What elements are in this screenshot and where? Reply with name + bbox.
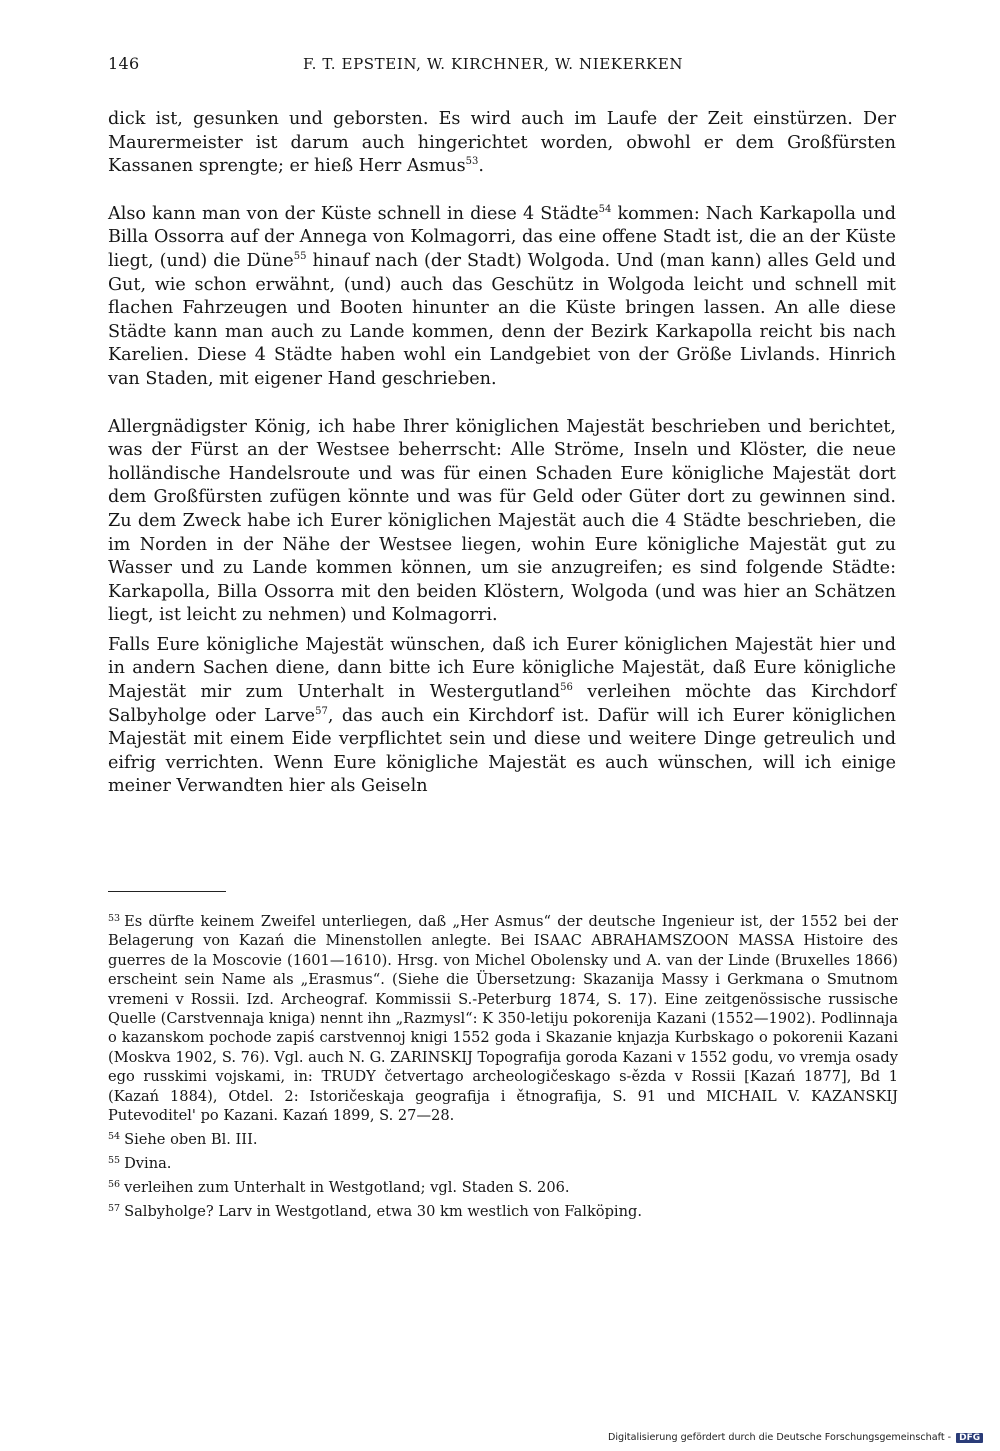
paragraph-2: Also kann man von der Küste schnell in diese 4 Städte$^{54}$ kommen: Nach Karkapolla und Billa Ossorra auf der Annega von Kolmagorri, das eine offene Stadt ist, die an der Küste liegt, (und) die Düne$^{55}$ hinauf nach (der Stadt) Wolgoda. Und (man kann) alles Geld und Gut, wie schon erwähnt, (und) auch das Geschütz in Wolgoda leicht und schnell mit flachen Fahrzeugen und Booten hinunter an die Küste bringen lassen. An alle diese Städte kann man auch zu Lande kommen, denn der Bezirk Karkapolla reicht bis nach Karelien. Diese 4 Städte haben wohl ein Landgebiet von der Größe Livlands. Hinrich van Staden, mit eigener Hand geschrieben. <box>108 203 896 389</box>
footnote-ref-53[interactable]: 53 <box>465 156 479 168</box>
footnote-mark: 54 <box>108 1130 121 1142</box>
paragraph-4: Falls Eure königliche Majestät wünschen, daß ich Eurer königlichen Majestät hier und in andern Sachen diene, dann bitte ich Eure königliche Majestät, daß Eure königliche Majestät mir zum Unterhalt in Westergutland$^{56}$ verleihen möchte das Kirchdorf Salbyholge oder Larve$^{57}$, das auch ein Kirchdorf ist. Dafür will ich Eurer königlichen Majestät mit einem Eide verpflichtet sein und diese und weitere Dinge getreulich und eifrig verrichten. Wenn Eure königliche Majestät es auch wünschen, will ich einige meiner Verwandten hier als Geiseln <box>108 634 896 797</box>
footnote-56 <box>108 1178 898 1197</box>
footnote-53 <box>108 912 898 1125</box>
footnote-ref-54[interactable]: 54 <box>598 203 612 215</box>
footnote-mark: 53 <box>108 913 121 924</box>
footnote-54 <box>108 1130 898 1149</box>
footnote-mark: 57 <box>108 1202 121 1214</box>
footnote-text: Dvina. <box>124 1154 172 1172</box>
body-text <box>108 108 896 799</box>
footnote-text: Siehe oben Bl. III. <box>124 1130 258 1148</box>
paragraph-1: dick ist, gesunken und geborsten. Es wird auch im Laufe der Zeit einstürzen. Der Maurermeister ist darum auch hingerichtet worden, obwohl er dem Großfürsten Kassanen sprengte; er hieß Herr Asmus$^{53}$. <box>108 109 896 177</box>
dfg-logo-icon: DFG <box>956 1433 983 1443</box>
footnote-57 <box>108 1202 898 1221</box>
footnote-text: verleihen zum Unterhalt in Westgotland; vgl. Staden S. 206. <box>124 1178 570 1196</box>
footnote-ref-57[interactable]: 57 <box>315 705 328 717</box>
digitization-credit <box>608 1432 998 1448</box>
footnote-55 <box>108 1154 898 1173</box>
footnote-text: Salbyholge? Larv in Westgotland, etwa 30 km westlich von Falköping. <box>124 1202 642 1220</box>
footnote-text: Es dürfte keinem Zweifel unterliegen, daß „Her Asmus“ der deutsche Ingenieur ist, der 1552 bei der Belagerung von Kazań die Minenstollen anlegte. Bei ISAAC ABRAHAMSZOON MASSA Histoire des guerres de la Moscovie (1601—1610). Hrsg. von Michel Obolensky und A. van der Linde (Bruxelles 1866) erscheint sein Name als „Erasmus“. (Siehe die Übersetzung: Skazanija Massy i Gerkmana o Smutnom vremeni v Rossii. Izd. Archeograf. Kommissii S.-Peterburg 1874, S. 17). Eine zeitgenössische russische Quelle (Carstvennaja kniga) nennt ihn „Razmysl“: K 350-letiju pokorenija Kazani (1552—1902). Podlinnaja o kazanskom pochode zapiś carstvennoj knigi 1552 goda i Skazanie knjazja Kurbskago o pokorenii Kazani (Moskva 1902, S. 76). Vgl. auch N. G. ZARINSKIJ Topografija goroda Kazani v 1552 godu, vo vremja osady ego russkimi vojskami, in: TRUDY četvertago archeologičeskago s-ězda v Rossii [Kazań 1877], Bd 1 (Kazań 1884), Otdel. 2: Istoričeskaja geografija i ětnografija, S. 91 und MICHAIL V. KAZANSKIJ Putevoditel' po Kazani. Kazań 1899, S. 27—28. <box>108 913 898 1125</box>
footnote-ref-55[interactable]: 55 <box>293 250 307 262</box>
footnotes <box>108 912 898 1226</box>
footnote-ref-56[interactable]: 56 <box>560 682 573 694</box>
footnote-mark: 55 <box>108 1154 121 1166</box>
footnote-mark: 56 <box>108 1178 121 1190</box>
running-head <box>108 54 898 80</box>
page-number: 146 <box>108 54 140 73</box>
running-title: F. T. EPSTEIN, W. KIRCHNER, W. NIEKERKEN <box>303 55 684 73</box>
footnote-divider <box>108 891 226 892</box>
credit-text: Digitalisierung gefördert durch die Deutsche Forschungsgemeinschaft - <box>608 1432 952 1443</box>
paragraph-3: Allergnädigster König, ich habe Ihrer königlichen Majestät beschrieben und berichtet, was der Fürst an der Westsee beherrscht: Alle Ströme, Inseln und Klöster, die neue holländische Handelsroute und was für einen Schaden Eure königliche Majestät dort dem Großfürsten zufügen könnte und was für Geld oder Güter dort zu gewinnen sind. Zu dem Zweck habe ich Eurer königlichen Majestät auch die 4 Städte beschrieben, die im Norden in der Nähe der Westsee liegen, wohin Eure königliche Majestät gut zu Wasser und zu Lande kommen können, um sie anzugreifen; es sind folgende Städte: Karkapolla, Billa Ossorra mit den beiden Klöstern, Wolgoda (und was hier an Schätzen liegt, ist leicht zu nehmen) und Kolmagorri. <box>108 416 896 626</box>
